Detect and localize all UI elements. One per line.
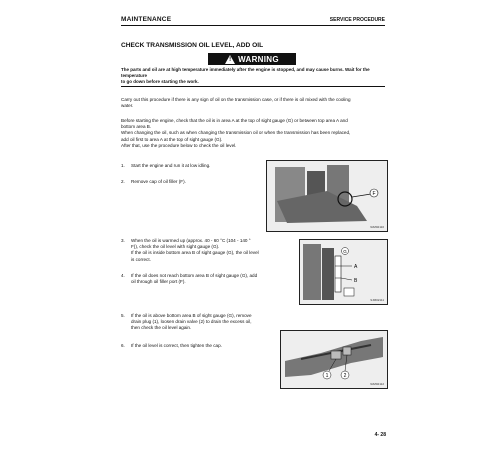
text-line: If the oil is inside bottom area B of sight gauge (G), the oil level	[131, 250, 259, 256]
step-number: 6.	[121, 343, 125, 348]
callout-2: 2	[343, 373, 347, 379]
warning-line: The parts and oil are at high temperature immediately after the engine is stopped, and may cause burns. Wait for the temperature	[121, 67, 370, 79]
text-line: bottom area B.	[121, 124, 152, 130]
figure-code: 9JM02110	[370, 225, 384, 229]
text-line: is correct.	[131, 256, 151, 262]
step-text: If the oil level is correct, then tighten the cap.	[131, 343, 222, 348]
warning-banner	[208, 53, 296, 65]
page-title: CHECK TRANSMISSION OIL LEVEL, ADD OIL	[121, 42, 264, 49]
step-number: 1.	[121, 163, 125, 168]
text-line: If the oil is above bottom area B of sight gauge (G), remove	[131, 313, 252, 318]
step-text	[131, 313, 252, 332]
step-text	[131, 273, 257, 285]
step-number: 5.	[121, 313, 125, 318]
text-line: oil through oil filler port (F).	[131, 279, 186, 285]
callout-f: F	[372, 191, 376, 197]
step-number: 2.	[121, 179, 125, 184]
text-line: When changing the oil, such as when changing the transmission oil or when the transmission has been replaced,	[121, 130, 351, 136]
sight-gauge-illustration	[300, 240, 387, 304]
text-line: add oil first to area A at the top of sight gauge (G).	[121, 136, 223, 142]
section-header: MAINTENANCE	[121, 16, 172, 23]
step-number: 3.	[121, 238, 125, 243]
text-line: water.	[121, 103, 134, 109]
drain-plug-illustration	[281, 331, 387, 388]
text-line: If the oil does not reach bottom area B of sight gauge (G), add	[131, 273, 258, 278]
step-4	[121, 273, 257, 285]
text-line: F)), check the oil level with sight gauge (G).	[131, 244, 220, 250]
text-line: When the oil is warmed up (approx. 40 - 60 °C (104 - 140 °	[131, 238, 251, 243]
text-line: After that, use the procedure below to check the oil level.	[121, 142, 237, 148]
step-3	[121, 238, 259, 263]
callout-b: B	[354, 278, 358, 284]
page-number: 4- 28	[374, 432, 386, 438]
text-line: Carry out this procedure if there is any sign of oil on the transmission case, or if there is oil mixed with the cooling	[121, 97, 351, 102]
procedure-paragraph	[121, 118, 385, 149]
figure-code: 9JM02111	[370, 298, 384, 302]
header-divider	[121, 25, 385, 26]
callout-g: G	[343, 249, 347, 254]
figure-sight-gauge	[299, 239, 388, 305]
text-line: then check the oil level again.	[131, 325, 192, 331]
text-line: drain plug (1), loosen drain valve (2) to drain the excess oil,	[131, 319, 252, 325]
step-6	[121, 343, 222, 349]
warning-triangle-icon: !	[225, 55, 235, 64]
warning-text	[121, 67, 385, 86]
intro-paragraph	[121, 97, 385, 109]
figure-drain-plug	[280, 330, 388, 389]
warning-label: WARNING	[238, 54, 279, 64]
step-1	[121, 163, 210, 169]
step-text: Start the engine and run it at low idling.	[131, 163, 211, 168]
callout-1: 1	[325, 373, 329, 379]
step-text	[131, 238, 259, 263]
figure-oil-filler	[266, 160, 388, 232]
warning-line: to go down before starting the work.	[121, 79, 199, 85]
figure-code: 9JM02112	[370, 382, 384, 386]
text-line: Before starting the engine, check that the oil is in area A at the top of sight gauge (G) or between top area A and	[121, 118, 348, 123]
step-text: Remove cap of oil filler (F).	[131, 179, 186, 184]
warning-divider	[121, 86, 385, 87]
step-number: 4.	[121, 273, 125, 278]
subsection-header: SERVICE PROCEDURE	[329, 17, 385, 23]
step-2	[121, 179, 186, 185]
step-5	[121, 313, 252, 332]
callout-a: A	[354, 264, 358, 270]
oil-filler-illustration	[267, 161, 387, 231]
